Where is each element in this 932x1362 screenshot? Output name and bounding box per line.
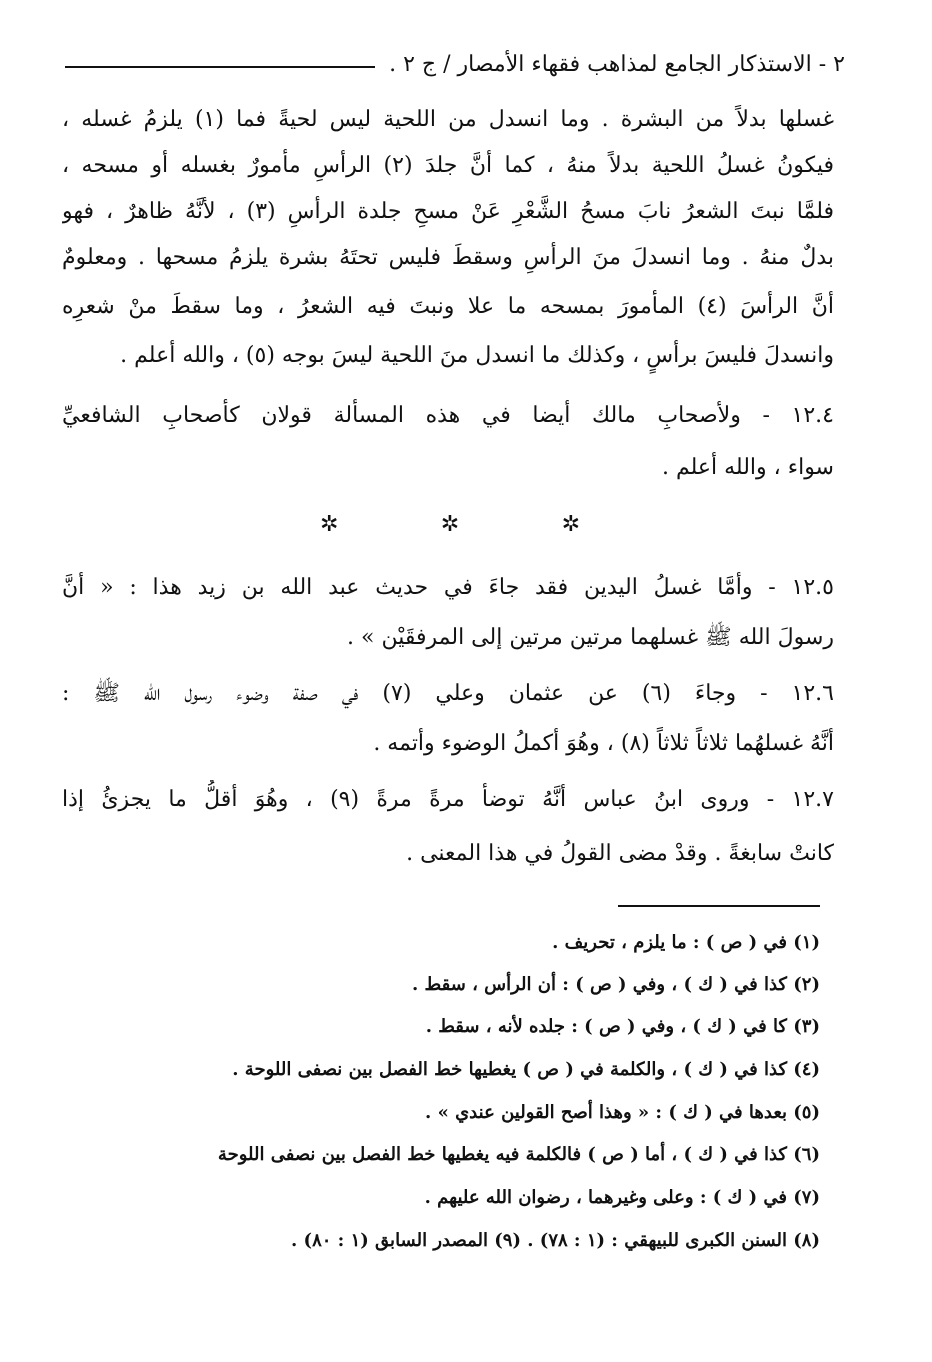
footnote-1: (١) في ( ص ) : ما يلزم ، تحريف . xyxy=(552,932,820,953)
para-12-5-line-1: ١٢.٥ - وأمَّا غسلُ اليدين فقد جاءَ في حديث عبد الله بن زيد هذا : « أنَّ xyxy=(62,575,834,600)
footnote-3: (٣) كا في ( ك ) ، وفي ( ص ) : جلده لأنه ، سقط . xyxy=(425,1016,820,1037)
para-12-7-line-2: كانتْ سابغةً . وقدْ مضى القولُ في هذا المعنى . xyxy=(406,841,834,866)
running-header xyxy=(65,44,845,84)
para-12-5-line-2: رسولَ الله ﷺ غسلهما مرتين مرتين إلى المرفقَيْن » . xyxy=(347,625,834,650)
header-title: ٢ - الاستذكار الجامع لمذاهب فقهاء الأمصار / ج ٢ . xyxy=(389,51,845,77)
header-rule xyxy=(65,66,375,68)
star-ornament: ✲ xyxy=(320,512,339,537)
para-12-7-line-1: ١٢.٧ - وروى ابنُ عباس أنَّهُ توضأ مرةً مرةً (٩) ، وهُوَ أقلُّ ما يجزئُ إذا xyxy=(62,787,834,812)
footnote-5: (٥) بعدها في ( ك ) : « وهذا أصح القولين عندي » . xyxy=(425,1102,820,1123)
star-ornament: ✲ xyxy=(561,512,580,537)
footnote-8-9: (٨) السنن الكبرى للبيهقي : (١ : ٧٨) . (٩) المصدر السابق (١ : ٨٠) . xyxy=(291,1230,820,1251)
body-line-1: غسلها بدلاً من البشرة . وما انسدل من اللحية ليس لحيةً فما (١) يلزمُ غسله ، xyxy=(62,107,834,132)
section-separator xyxy=(320,510,580,540)
body-line-2: فيكونُ غسلُ اللحية بدلاً منهُ ، كما أنَّ جلدَ (٢) الرأسِ مأمورٌ بغسله أو مسحه ، xyxy=(62,153,834,178)
para-12-4-line-1: ١٢.٤ - ولأصحابِ مالك أيضا في هذه المسألة قولان كأصحابِ الشافعيِّ xyxy=(62,403,834,428)
body-line-5: أنَّ الرأسَ (٤) المأمورَ بمسحه ما علا ونبتَ فيه الشعرُ ، وما سقطَ منْ شعرِه xyxy=(62,294,834,319)
footnote-4: (٤) كذا في ( ك ) ، والكلمة في ( ص ) يغطيها خط الفصل بين نصفى اللوحة . xyxy=(232,1059,820,1080)
footnote-6: (٦) كذا في ( ك ) ، أما ( ص ) فالكلمة فيه يغطيها خط الفصل بين نصفى اللوحة xyxy=(217,1144,820,1165)
para-12-6-line-1: ١٢.٦ - وجاءَ (٦) عن عثمان وعلي (٧) في صفة وضوء رسول الله ﷺ : xyxy=(62,681,834,706)
para-12-4-line-2: سواء ، والله أعلم . xyxy=(661,455,834,480)
star-ornament: ✲ xyxy=(440,512,460,537)
footnote-7: (٧) في ( ك ) : وعلى وغيرهما ، رضوان الله عليهم . xyxy=(424,1187,820,1208)
body-line-4: بدلٌ منهُ . وما انسدلَ منَ الرأسِ وسقطَ فليس تحتَهُ بشرة يلزمُ مسحها . ومعلومٌ xyxy=(62,245,834,270)
body-line-6: وانسدلَ فليسَ برأسٍ ، وكذلك ما انسدل منَ اللحية ليسَ بوجه (٥) ، والله أعلم . xyxy=(120,343,834,368)
body-line-3: فلمَّا نبتَ الشعرُ نابَ مسحُ الشَّعْرِ عَنْ مسحِ جلدة الرأسِ (٣) ، لأنَّهُ ظاهرٌ ، فهو xyxy=(62,199,834,224)
para-12-6-line-2: أنَّهُ غسلهُما ثلاثاً ثلاثاً (٨) ، وهُوَ أكملُ الوضوء وأتمه . xyxy=(373,731,834,756)
footnote-rule xyxy=(618,905,820,907)
footnote-2: (٢) كذا في ( ك ) ، وفي ( ص ) : أن الرأس ، سقط . xyxy=(412,974,820,995)
